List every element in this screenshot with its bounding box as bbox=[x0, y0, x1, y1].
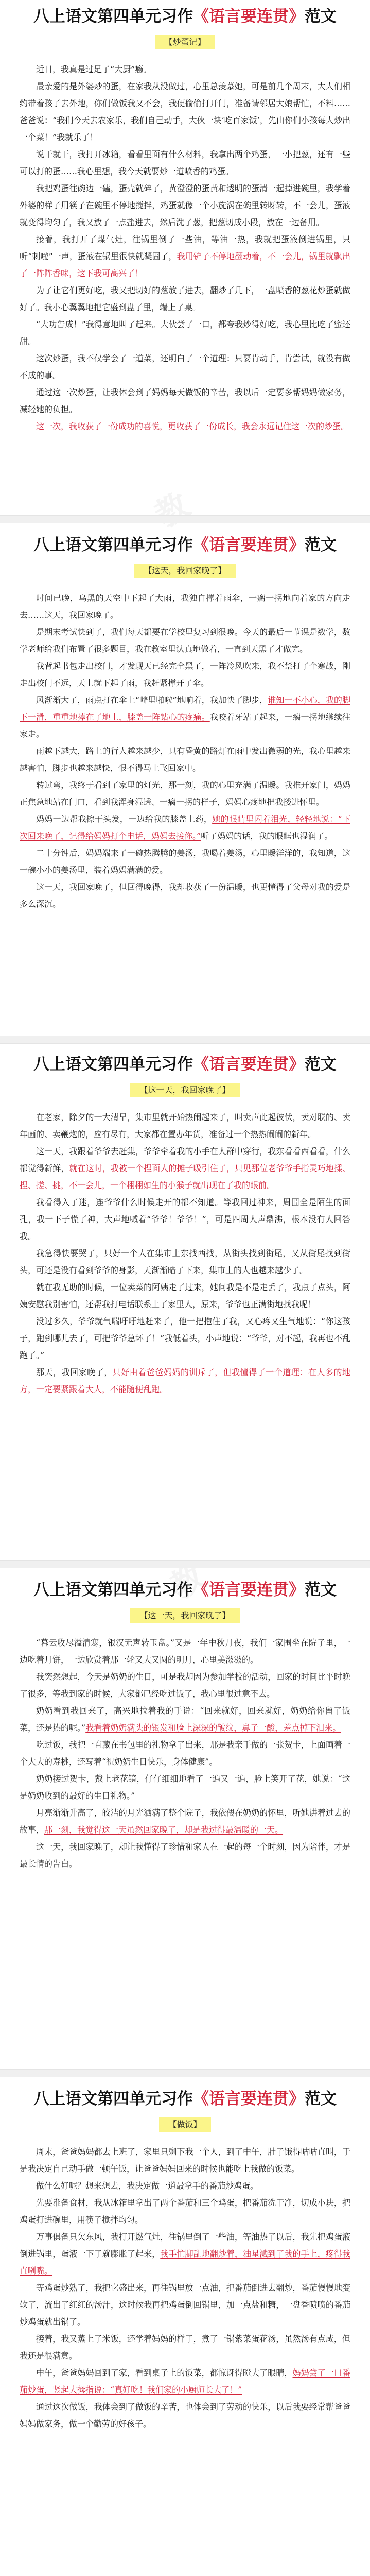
highlighted-sentence: 妈妈尝了一口番茄炒蛋，竖起大拇指说：“真好吃！我们家的小厨师长大了！” bbox=[20, 2368, 350, 2395]
section-divider bbox=[0, 1036, 370, 1044]
essay-paragraph bbox=[20, 2279, 350, 2330]
essay-subtitle: 【这一天，我回家晚了】 bbox=[130, 1608, 239, 1623]
essay-paragraph bbox=[20, 418, 350, 435]
essay-paragraph bbox=[20, 1838, 350, 1872]
highlighted-sentence: 就在这时，我被一个捏面人的摊子吸引住了，只见那位老爷爷手指灵巧地揉、捏、搓、挑，不一会儿，一个栩栩如生的小猴子就出现在了我的眼前。 bbox=[20, 1163, 350, 1190]
essay-subtitle: 【这一天，我回家晚了】 bbox=[130, 1083, 239, 1097]
essay-subtitle: 【这天，我回家晚了】 bbox=[134, 564, 235, 578]
paragraph-text: 那天，我回家晚了， bbox=[36, 1367, 113, 1377]
essay-body bbox=[20, 1109, 350, 1398]
title-suffix: 范文 bbox=[305, 536, 337, 554]
section-divider bbox=[0, 515, 370, 523]
paragraph-text: 这一天，我回家晚了，却让我懂得了珍惜和家人在一起的每一个时刻，因为陪伴，才是最长情的告白。 bbox=[20, 1842, 350, 1869]
title-suffix: 范文 bbox=[305, 2090, 337, 2108]
section-divider bbox=[0, 1560, 370, 1568]
essay-paragraph bbox=[20, 742, 350, 776]
essay-paragraph bbox=[20, 1194, 350, 1245]
essay-paragraph bbox=[20, 350, 350, 384]
title-plain: 八上语文第四单元习作 bbox=[33, 7, 193, 26]
essay-paragraph bbox=[20, 844, 350, 878]
essay-paragraph bbox=[20, 1364, 350, 1398]
essay-body bbox=[20, 61, 350, 435]
title-highlight: 《语言要连贯》 bbox=[193, 2090, 305, 2108]
paragraph-text: 最亲爱的是外婆炒的蛋，在家我从没做过，心里总羡慕她，可是前几个周末，大人们相约带着孩子去外地，你们做饭我又不会，我便偷偷打开门，准备请邻居大娘帮忙，不料……爸爸说：“我们今天去农家乐，我们自己动手，大伙一块‘吃百家饭’，先由你们小孩每人炒出一个菜！”我就乐了！ bbox=[20, 81, 350, 142]
highlighted-sentence: 我看着奶奶满头的银发和脸上深深的皱纹，鼻子一酸，差点掉下泪来。 bbox=[85, 1723, 341, 1733]
essay-title bbox=[20, 534, 350, 556]
paragraph-text: 通过这次做饭，我体会到了做饭的辛苦，也体会到了劳动的快乐，以后我要经常帮爸爸妈妈做家务，做一个勤劳的好孩子。 bbox=[20, 2402, 350, 2429]
essay-body bbox=[20, 1634, 350, 1872]
essay-paragraph bbox=[20, 2194, 350, 2228]
essay-paragraph bbox=[20, 1702, 350, 1736]
essay-title bbox=[20, 1053, 350, 1076]
paragraph-text: 转过弯，我终于看到了家里的灯光，那一刻，我的心里充满了温暖。我推开家门，妈妈正焦急地站在门口，看到我浑身湿透、一瘸一拐的样子，妈妈心疼地把我搂进怀里。 bbox=[20, 780, 350, 807]
section-divider bbox=[0, 2069, 370, 2077]
essay-paragraph bbox=[20, 1668, 350, 1702]
highlighted-sentence: 这一次，我收获了一份成功的喜悦，更收获了一份成长，我会永远记住这一次的炒蛋。 bbox=[36, 421, 349, 431]
essay-paragraph bbox=[20, 1109, 350, 1143]
paragraph-text: 二十分钟后，妈妈端来了一碗热腾腾的姜汤，我喝着姜汤，心里暖洋洋的，我知道，这一碗小小的姜汤里，装着妈妈满满的爱。 bbox=[20, 848, 350, 875]
title-plain: 八上语文第四单元习作 bbox=[33, 2090, 193, 2108]
essay-title bbox=[20, 2088, 350, 2110]
paragraph-text: 在老家，除夕的一大清早，集市里就开始热闹起来了，叫卖声此起彼伏，卖对联的、卖年画的、卖鞭炮的，应有尽有，大家都在置办年货，准备过一个热热闹闹的新年。 bbox=[20, 1112, 350, 1139]
paragraph-text: 月亮渐渐升高了，皎洁的月光洒满了整个院子，我依偎在奶奶的怀里，听她讲着过去的故事， bbox=[20, 1808, 350, 1835]
essay-body bbox=[20, 589, 350, 912]
highlighted-sentence: 我手忙脚乱地翻炒着，油星溅到了我的手上，疼得我直咧嘴。 bbox=[20, 2249, 350, 2276]
essay-paragraph bbox=[20, 878, 350, 912]
title-plain: 八上语文第四单元习作 bbox=[33, 1581, 193, 1599]
paragraph-text: 通过这一次炒蛋，让我体会到了妈妈每天做饭的辛苦，我以后一定要多帮妈妈做家务，减轻她的负担。 bbox=[20, 387, 350, 414]
watermark: 教 bbox=[164, 1557, 212, 1607]
essay-paragraph bbox=[20, 657, 350, 691]
paragraph-text: 接着，我又蒸上了米饭，还学着妈妈的样子，煮了一锅紫菜蛋花汤，虽然汤有点咸，但我还是很满意。 bbox=[20, 2334, 350, 2361]
title-plain: 八上语文第四单元习作 bbox=[33, 1055, 193, 1074]
paragraph-text: 做什么好呢？想来想去，我决定做一道最拿手的番茄炒鸡蛋。 bbox=[36, 2181, 259, 2191]
essay-paragraph bbox=[20, 1313, 350, 1364]
title-suffix: 范文 bbox=[305, 1055, 337, 1074]
essay-paragraph bbox=[20, 589, 350, 623]
paragraph-text: 我咬着牙站了起来，一瘸一拐地继续往家走。 bbox=[20, 712, 350, 739]
paragraph-text: 说干就干，我打开冰箱，看看里面有什么材料，我拿出两个鸡蛋，一小把葱，还有一些可以打的蛋……我心里想，我今天就要炒一道喷香的鸡蛋。 bbox=[20, 149, 350, 176]
essay-paragraph bbox=[20, 2398, 350, 2432]
essay-paragraph bbox=[20, 2177, 350, 2194]
essay-paragraph bbox=[20, 2228, 350, 2279]
highlighted-sentence: 我用铲子不停地翻动着，不一会儿，锅里就飘出了一阵阵香味，这下我可高兴了！ bbox=[20, 251, 350, 278]
paragraph-text: 我急得快要哭了，只好一个人在集市上东找西找，从街头找到街尾，又从街尾找到街头，可还是没有看到爷爷的身影，天渐渐暗了下来，集市上的人也越来越少了。 bbox=[20, 1248, 350, 1275]
paragraph-text: 雨越下越大，路上的行人越来越少，只有昏黄的路灯在雨中发出微弱的光，我心里越来越害怕，脚步也越来越快，恨不得马上飞回家中。 bbox=[20, 746, 350, 773]
highlighted-sentence: 她的眼睛里闪着泪光，轻轻地说：“下次回来晚了，记得给妈妈打个电话，妈妈去接你。” bbox=[20, 814, 350, 841]
paragraph-text: 妈妈一边帮我擦干头发，一边给我的膝盖上药， bbox=[36, 814, 213, 824]
paragraph-text: 周末，爸爸妈妈都去上班了，家里只剩下我一个人，到了中午，肚子饿得咕咕直叫，于是我决定自己动手做一顿午饭，让爸爸妈妈回来的时候也能吃上我做的饭菜。 bbox=[20, 2147, 350, 2174]
paragraph-text: 我背起书包走出校门，才发现天已经完全黑了，一阵冷风吹来，我不禁打了个寒战，刚走出校门不远，天上就下起了雨，我赶紧撑开了伞。 bbox=[20, 661, 350, 688]
essay-section bbox=[0, 1579, 370, 1872]
essay-paragraph bbox=[20, 180, 350, 231]
paragraph-text: “暮云收尽溢清寒，银汉无声转玉盘。”又是一年中秋月夜，我们一家围坐在院子里，一边吃着月饼，一边欣赏着那一轮又大又圆的明月，心里美滋滋的。 bbox=[20, 1638, 350, 1665]
essay-subtitle: 【炒蛋记】 bbox=[155, 35, 215, 49]
essay-paragraph bbox=[20, 1634, 350, 1668]
paragraph-text: 中午，爸爸妈妈回到了家，看到桌子上的饭菜，都惊讶得瞪大了眼睛， bbox=[36, 2368, 293, 2378]
title-highlight: 《语言要连贯》 bbox=[193, 7, 305, 26]
essay-paragraph bbox=[20, 623, 350, 657]
paragraph-text: “大功告成！”我得意地叫了起来。大伙尝了一口，都夸我炒得好吃，我心里比吃了蜜还甜。 bbox=[20, 319, 350, 346]
paragraph-text: 时间已晚，乌黑的天空中下起了大雨，我独自撑着雨伞，一瘸一拐地向着家的方向走去……这天，我回家晚了。 bbox=[20, 593, 350, 620]
essay-paragraph bbox=[20, 691, 350, 742]
paragraph-text: 听了妈妈的话，我的眼眶也湿润了。 bbox=[201, 831, 333, 841]
paragraph-text: 近日，我真是过足了“大厨”瘾。 bbox=[36, 64, 152, 74]
paragraph-text: 接着，我打开了煤气灶，往锅里倒了一些油，等油一热，我就把蛋液倒进锅里，只听“刺啦”一声，蛋液在锅里很快就凝固了， bbox=[20, 234, 350, 261]
essay-paragraph bbox=[20, 1736, 350, 1770]
essay-paragraph bbox=[20, 146, 350, 180]
paragraph-text: 我突然想起，今天是奶奶的生日，可是我却因为参加学校的活动，回家的时间比平时晚了很多，等我到家的时候，大家都已经吃过饭了，我心里很过意不去。 bbox=[20, 1672, 350, 1699]
essay-body bbox=[20, 2143, 350, 2432]
essay-section bbox=[0, 2088, 370, 2432]
essay-paragraph bbox=[20, 2330, 350, 2364]
paragraph-text: 没过多久，爷爷就气喘吁吁地赶来了，他一把抱住了我，又心疼又生气地说：“你这孩子，跑到哪儿去了，可把爷爷急坏了！”我低着头，小声地说：“爷爷，对不起，我再也不乱跑了。” bbox=[20, 1316, 350, 1360]
paragraph-text: 这一天，我跟着爷爷去赶集，爷爷牵着我的小手在人群中穿行，我东看看西看看，什么都觉得新鲜， bbox=[20, 1146, 350, 1173]
paragraph-text: 是期末考试快到了，我们每天都要在学校里复习到很晚。今天的最后一节课是数学，数学老师给我们布置了很多题目，我在教室里认真地做着，一直到天黑了才做完。 bbox=[20, 627, 350, 654]
essay-paragraph bbox=[20, 1279, 350, 1313]
paragraph-text: 等鸡蛋炒熟了，我把它盛出来，再往锅里放一点油，把番茄倒进去翻炒，番茄慢慢地变软了，流出了红红的汤汁，这时候我再把鸡蛋倒回锅里，加一点盐和糖，一盘香喷喷的番茄炒鸡蛋就出锅了。 bbox=[20, 2283, 350, 2327]
essay-section bbox=[0, 1053, 370, 1398]
title-highlight: 《语言要连贯》 bbox=[193, 1055, 305, 1074]
essay-paragraph bbox=[20, 316, 350, 350]
paragraph-text: 奶奶接过贺卡，戴上老花镜，仔仔细细地看了一遍又一遍，脸上笑开了花，她说：“这是奶奶收到的最好的生日礼物。” bbox=[20, 1774, 350, 1801]
essay-title bbox=[20, 5, 350, 28]
essay-title bbox=[20, 1579, 350, 1601]
essay-section bbox=[0, 534, 370, 912]
paragraph-text: 这一天，我回家晚了，但回得晚得，我却收获了一份温暖，也更懂得了父母对我的爱是多么深沉。 bbox=[20, 882, 350, 909]
paragraph-text: 吃过饭，我把一直藏在书包里的礼物拿了出来，那是我亲手做的一张贺卡，上面画着一个大大的寿桃，还写着“祝奶奶生日快乐，身体健康”。 bbox=[20, 1740, 350, 1767]
essay-section bbox=[0, 5, 370, 435]
paragraph-text: 我看得入了迷，连爷爷什么时候走开的都不知道。等我回过神来，周围全是陌生的面孔，我一下子慌了神，大声地喊着“爷爷！爷爷！”，可是四周人声鼎沸，根本没有人回答我。 bbox=[20, 1197, 350, 1241]
title-highlight: 《语言要连贯》 bbox=[193, 1581, 305, 1599]
paragraph-text: 奶奶看到我回来了，高兴地拉着我的手说：“回来就好，回来就好，奶奶给你留了饭菜，还是热的呢。” bbox=[20, 1706, 350, 1733]
essay-paragraph bbox=[20, 231, 350, 282]
paragraph-text: 先要准备食材，我从冰箱里拿出了两个番茄和三个鸡蛋，把番茄洗干净，切成小块，把鸡蛋打进碗里，用筷子搅拌均匀。 bbox=[20, 2198, 350, 2225]
essay-paragraph bbox=[20, 384, 350, 418]
paragraph-text: 风渐渐大了，雨点打在伞上“噼里啪啦”地响着，我加快了脚步， bbox=[36, 695, 268, 705]
paragraph-text: 就在我无助的时候，一位卖菜的阿姨走了过来，她问我是不是走丢了，我点了点头，阿姨安慰我别害怕，还帮我打电话联系上了家里人，原来，爷爷也正满街地找我呢！ bbox=[20, 1282, 350, 1309]
essay-paragraph bbox=[20, 1804, 350, 1838]
essay-paragraph bbox=[20, 1245, 350, 1279]
essay-paragraph bbox=[20, 78, 350, 146]
paragraph-text: 为了让它们更好吃，我又把切好的葱放了进去，翻炒了几下，一盘喷香的葱花炒蛋就做好了。我小心翼翼地把它盛到盘子里，端上了桌。 bbox=[20, 285, 350, 312]
essay-paragraph bbox=[20, 61, 350, 78]
watermark: 教 bbox=[148, 486, 197, 536]
essay-paragraph bbox=[20, 2143, 350, 2177]
paragraph-text: 我把鸡蛋往碗边一磕，蛋壳就碎了，黄澄澄的蛋黄和透明的蛋清一起掉进碗里，我学着外婆的样子用筷子在碗里不停地搅拌，鸡蛋就像一个小旋涡在碗里转呀转，不一会儿，蛋液就变得均匀了，我又放了一点盐进去，然后洗了葱，把葱切成小段，放在一边备用。 bbox=[20, 183, 350, 227]
essay-paragraph bbox=[20, 282, 350, 316]
paragraph-text: 万事俱备只欠东风，我打开燃气灶，往锅里倒了一些油，等油热了以后，我先把鸡蛋液倒进锅里，蛋液一下子就膨胀了起来， bbox=[20, 2232, 350, 2259]
paragraph-text: 这次炒蛋，我不仅学会了一道菜，还明白了一个道理：只要肯动手，肯尝试，就没有做不成的事。 bbox=[20, 353, 350, 380]
title-suffix: 范文 bbox=[305, 1581, 337, 1599]
title-plain: 八上语文第四单元习作 bbox=[33, 536, 193, 554]
title-suffix: 范文 bbox=[305, 7, 337, 26]
essay-subtitle: 【做饭】 bbox=[159, 2117, 210, 2132]
essay-paragraph bbox=[20, 810, 350, 844]
essay-paragraph bbox=[20, 2364, 350, 2398]
essay-paragraph bbox=[20, 1770, 350, 1804]
essay-paragraph bbox=[20, 1143, 350, 1194]
essay-paragraph bbox=[20, 776, 350, 810]
title-highlight: 《语言要连贯》 bbox=[193, 536, 305, 554]
highlighted-sentence: 谁知一不小心，我的脚下一滑，重重地摔在了地上，膝盖一阵钻心的疼痛。 bbox=[20, 695, 350, 722]
highlighted-sentence: 那一刻，我觉得这一天虽然回家晚了，却是我过得最温暖的一天。 bbox=[44, 1825, 284, 1835]
highlighted-sentence: 只好由着爸爸妈妈的训斥了，但我懂得了一个道理：在人多的地方，一定要紧跟着大人，不能随便乱跑。 bbox=[20, 1367, 350, 1394]
